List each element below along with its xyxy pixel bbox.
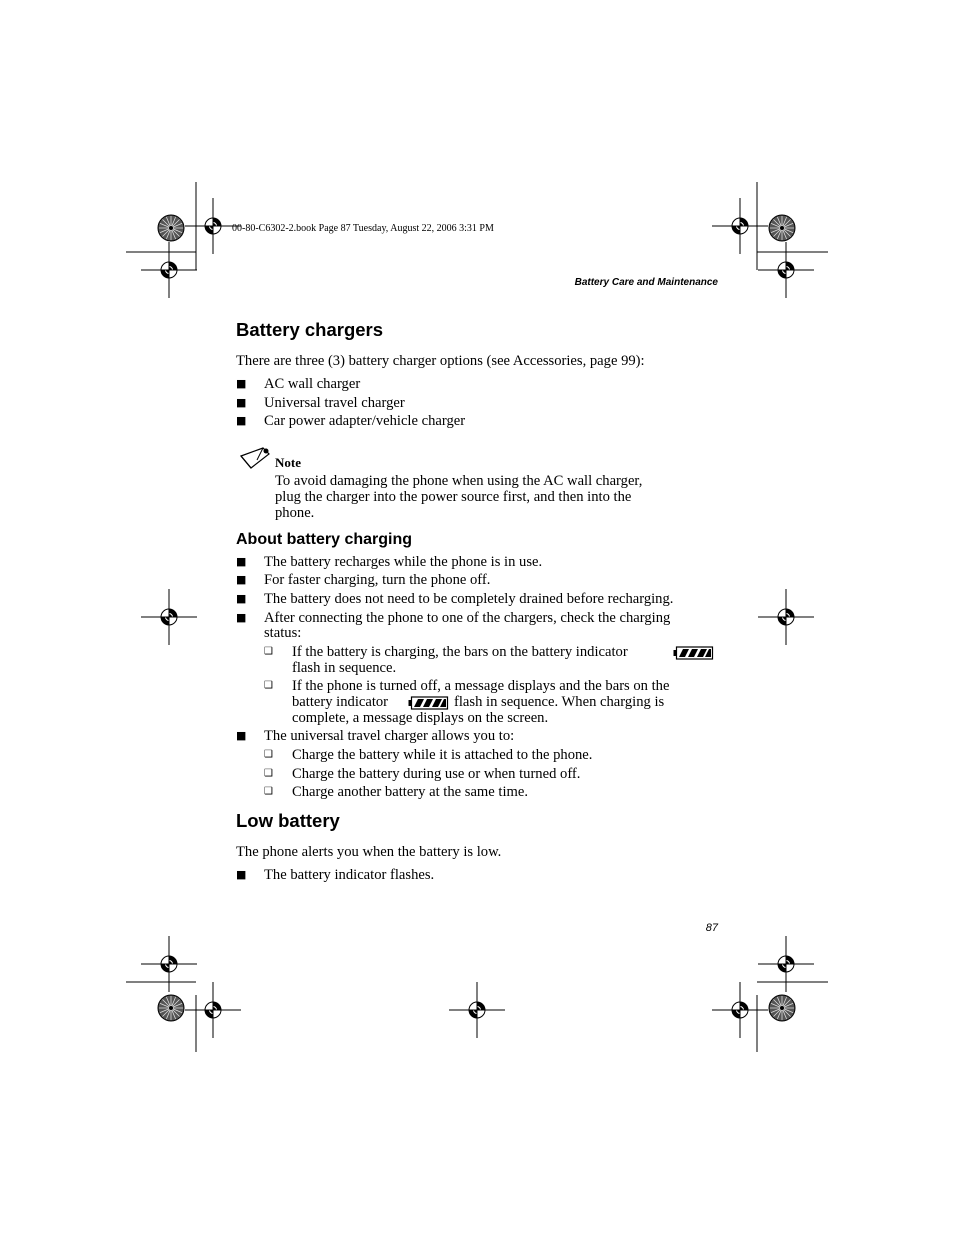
sub-list-item: battery indicator [292, 694, 389, 710]
section-title-low-battery: Low battery [236, 810, 340, 831]
sub-list-item: Charge the battery while it is attached to the phone. [292, 747, 593, 763]
registration-mark [141, 936, 197, 992]
print-slug: 00-80-C6302-2.book Page 87 Tuesday, August 22, 2006 3:31 PM [232, 223, 494, 234]
list-item: The battery recharges while the phone is in use. [264, 554, 543, 570]
note-line: To avoid damaging the phone when using the AC wall charger, [275, 473, 643, 489]
sub-list-item: If the phone is turned off, a message displays and the bars on the [292, 678, 670, 694]
color-wheel-mark [158, 215, 184, 241]
bullet-icon: ■ [236, 611, 247, 624]
bullet-icon: ■ [236, 868, 247, 881]
list-item: AC wall charger [264, 376, 361, 392]
list-item: The universal travel charger allows you to: [264, 728, 515, 744]
registration-mark [758, 936, 814, 992]
sub-list-item: flash in sequence. [292, 660, 397, 676]
sub-list-item: complete, a message displays on the screen. [292, 710, 549, 726]
section-title-battery-chargers: Battery chargers [236, 319, 384, 340]
bullet-icon: ■ [236, 414, 247, 427]
running-header: Battery Care and Maintenance [574, 277, 718, 288]
color-wheel-mark [769, 995, 795, 1021]
list-item: Car power adapter/vehicle charger [264, 413, 466, 429]
registration-mark [758, 242, 814, 298]
battery-indicator-icon [408, 696, 449, 711]
registration-mark [185, 982, 241, 1038]
sub-list-item: flash in sequence. When charging is [454, 694, 665, 710]
battery-indicator-icon [673, 646, 714, 661]
note-pencil-icon [239, 446, 273, 472]
intro-text: The phone alerts you when the battery is low. [236, 844, 502, 860]
color-wheel-mark [158, 995, 184, 1021]
list-item: For faster charging, turn the phone off. [264, 572, 491, 588]
page-number: 87 [705, 922, 718, 934]
sub-bullet-icon: ❑ [264, 749, 273, 760]
note-line: phone. [275, 505, 315, 521]
sub-list-item: If the battery is charging, the bars on the battery indicator [292, 644, 628, 660]
bullet-icon: ■ [236, 729, 247, 742]
intro-text: There are three (3) battery charger options (see Accessories, page 99): [236, 353, 645, 369]
bullet-icon: ■ [236, 555, 247, 568]
sub-bullet-icon: ❑ [264, 768, 273, 779]
registration-mark [712, 198, 768, 254]
note-line: plug the charger into the power source first, and then into the [275, 489, 632, 505]
list-item: status: [264, 625, 302, 641]
bullet-icon: ■ [236, 573, 247, 586]
registration-mark [141, 589, 197, 645]
list-item: The battery indicator flashes. [264, 867, 435, 883]
section-title-about-battery-charging: About battery charging [236, 531, 413, 548]
sub-list-item: Charge the battery during use or when turned off. [292, 766, 581, 782]
bullet-icon: ■ [236, 592, 247, 605]
registration-mark [141, 242, 197, 298]
bullet-icon: ■ [236, 396, 247, 409]
registration-mark [449, 982, 505, 1038]
registration-mark [758, 589, 814, 645]
sub-bullet-icon: ❑ [264, 646, 273, 657]
registration-mark [712, 982, 768, 1038]
list-item: The battery does not need to be completely drained before recharging. [264, 591, 674, 607]
sub-bullet-icon: ❑ [264, 680, 273, 691]
list-item: Universal travel charger [264, 395, 405, 411]
color-wheel-mark [769, 215, 795, 241]
note-label: Note [275, 455, 301, 470]
sub-list-item: Charge another battery at the same time. [292, 784, 528, 800]
bullet-icon: ■ [236, 377, 247, 390]
sub-bullet-icon: ❑ [264, 786, 273, 797]
list-item: After connecting the phone to one of the chargers, check the charging [264, 610, 671, 626]
